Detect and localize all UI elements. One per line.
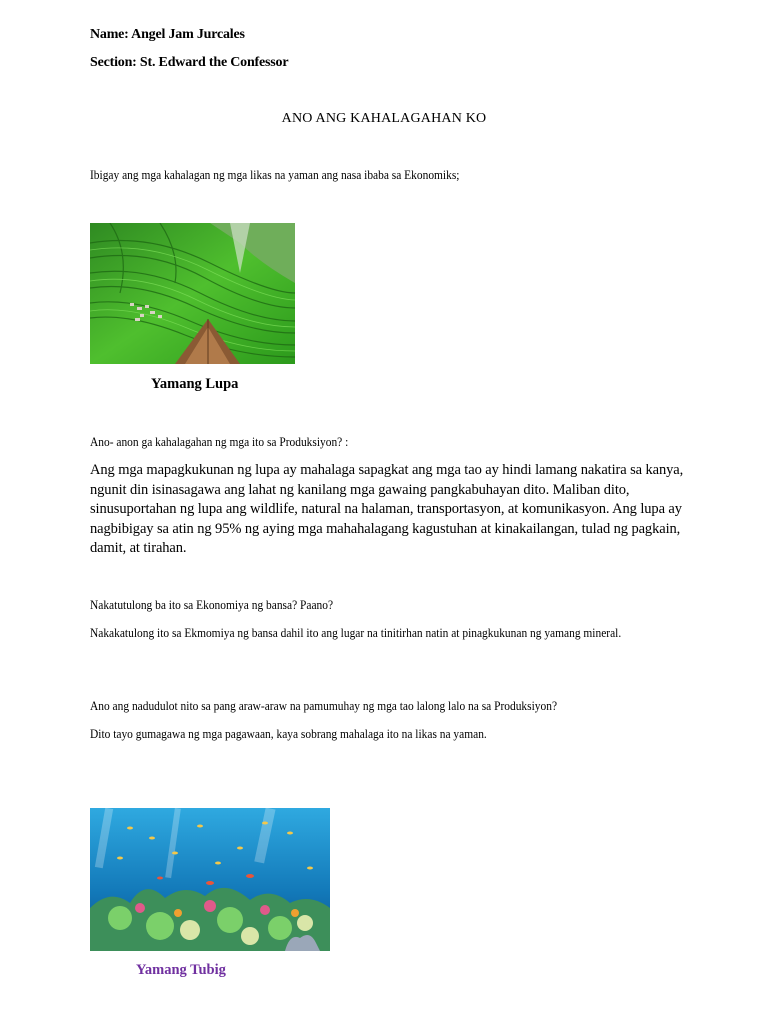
land-answer-1: Ang mga mapagkukunan ng lupa ay mahalaga sapagkat ang mga tao ay hindi lamang nakatira sa kanya, ngunit din isinasagawa ang lahat ng kanilang mga gawaing pangkabuhayan dito. Maliban dito, sinusuportahan ng lupa ang wildlife, natural na halaman, transportasyon, at komunikasyon. Ang lupa ay nagbibigay sa atin ng 95% ng aying mga mahahalagang kagustuhan at kinakailangan, tulad ng pagkain, damit, at tirahan. <box>90 462 684 556</box>
instruction-text: Ibigay ang mga kahalagan ng mga likas na yaman ang nasa ibaba sa Ekonomiks; <box>90 167 460 182</box>
land-question-3: Ano ang nadudulot nito sa pang araw-araw na pamumuhay ng mga tao lalong lalo na sa Produksiyon? <box>90 698 558 713</box>
land-caption: Yamang Lupa <box>151 376 239 392</box>
water-caption: Yamang Tubig <box>136 962 226 978</box>
land-question-1: Ano- anon ga kahalagahan ng mga ito sa Produksiyon? : <box>90 434 349 449</box>
coral-reef-image <box>90 808 330 951</box>
land-answer-3: Dito tayo gumagawa ng mga pagawaan, kaya sobrang mahalaga ito na likas na yaman. <box>90 726 487 741</box>
student-section: Section: St. Edward the Confessor <box>90 55 289 70</box>
page-title: ANO ANG KAHALAGAHAN KO <box>281 111 487 126</box>
rice-terraces-image <box>90 223 295 364</box>
land-answer-2: Nakakatulong ito sa Ekmomiya ng bansa dahil ito ang lugar na tinitirhan natin at pinagkukunan ng yamang mineral. <box>90 625 622 640</box>
land-question-2: Nakatutulong ba ito sa Ekonomiya ng bansa? Paano? <box>90 597 334 612</box>
student-name: Name: Angel Jam Jurcales <box>90 27 245 42</box>
